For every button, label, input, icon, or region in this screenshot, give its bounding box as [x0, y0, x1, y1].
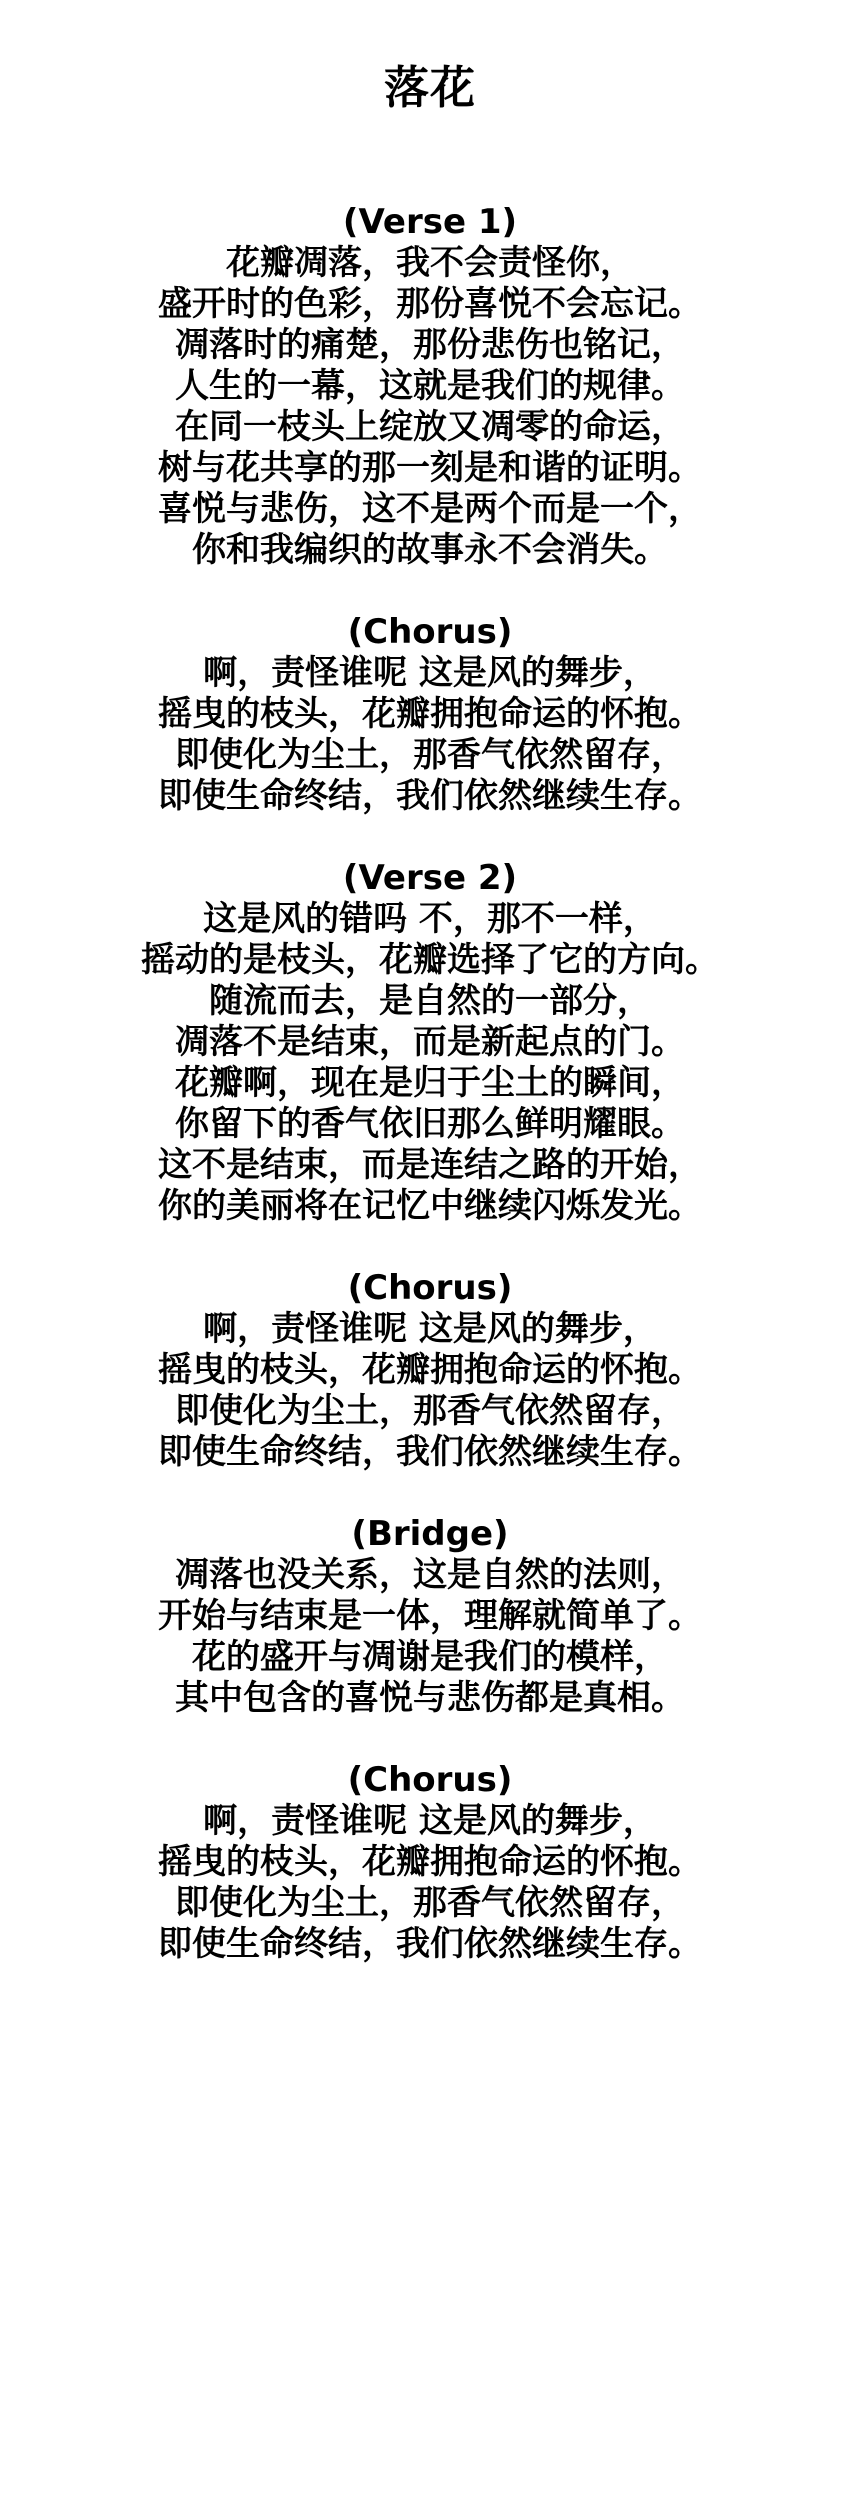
lyrics-section: [0, 1514, 860, 1719]
lyrics-section: [0, 1268, 860, 1473]
lyric-line: 树与花共享的那一刻是和谐的证明。: [158, 448, 702, 488]
section-label: (Bridge): [351, 1514, 509, 1554]
lyric-line: 啊，责怪谁呢 这是风的舞步，: [203, 653, 657, 693]
lyric-line: 摇曳的枝头，花瓣拥抱命运的怀抱。: [158, 1350, 702, 1390]
section-label: (Verse 1): [342, 202, 518, 242]
lyric-line: 即使生命终结，我们依然继续生存。: [158, 1924, 702, 1964]
lyrics-section: [0, 612, 860, 817]
lyric-line: 你的美丽将在记忆中继续闪烁发光。: [158, 1186, 702, 1226]
lyric-line: 这是风的错吗 不，那不一样，: [203, 899, 657, 939]
lyric-line: 盛开时的色彩，那份喜悦不会忘记。: [158, 284, 702, 324]
section-label: (Verse 2): [342, 858, 518, 898]
lyric-line: 即使生命终结，我们依然继续生存。: [158, 1432, 702, 1472]
lyric-line: 花瓣凋落，我不会责怪你，: [226, 243, 634, 283]
section-label: (Chorus): [347, 1760, 513, 1800]
lyric-line: 凋落时的痛楚，那份悲伤也铭记，: [175, 325, 685, 365]
lyrics-body: [0, 202, 860, 1965]
lyric-line: 这不是结束，而是连结之路的开始，: [158, 1145, 702, 1185]
song-title: 落花: [383, 61, 476, 114]
lyrics-section: [0, 858, 860, 1227]
lyric-line: 即使化为尘土，那香气依然留存，: [175, 1391, 685, 1431]
lyric-line: 摇曳的枝头，花瓣拥抱命运的怀抱。: [158, 1842, 702, 1882]
lyric-line: 即使化为尘土，那香气依然留存，: [175, 735, 685, 775]
lyrics-section: [0, 1760, 860, 1965]
section-label: (Chorus): [347, 612, 513, 652]
lyric-line: 在同一枝头上绽放又凋零的命运，: [175, 407, 685, 447]
lyrics-section: [0, 202, 860, 571]
lyric-line: 即使化为尘土，那香气依然留存，: [175, 1883, 685, 1923]
lyric-line: 啊，责怪谁呢 这是风的舞步，: [203, 1309, 657, 1349]
lyric-line: 喜悦与悲伤，这不是两个而是一个，: [158, 489, 702, 529]
lyric-line: 人生的一幕，这就是我们的规律。: [175, 366, 685, 406]
lyric-line: 凋落也没关系，这是自然的法则，: [175, 1555, 685, 1595]
lyric-line: 你留下的香气依旧那么鲜明耀眼。: [175, 1104, 685, 1144]
lyric-line: 开始与结束是一体，理解就简单了。: [158, 1596, 702, 1636]
lyric-line: 花瓣啊，现在是归于尘土的瞬间，: [175, 1063, 685, 1103]
section-label: (Chorus): [347, 1268, 513, 1308]
lyric-line: 凋落不是结束，而是新起点的门。: [175, 1022, 685, 1062]
lyric-line: 摇动的是枝头，花瓣选择了它的方向。: [141, 940, 719, 980]
lyric-line: 其中包含的喜悦与悲伤都是真相。: [175, 1678, 685, 1718]
lyric-line: 摇曳的枝头，花瓣拥抱命运的怀抱。: [158, 694, 702, 734]
lyric-line: 啊，责怪谁呢 这是风的舞步，: [203, 1801, 657, 1841]
lyric-line: 花的盛开与凋谢是我们的模样，: [192, 1637, 668, 1677]
lyric-line: 随流而去，是自然的一部分，: [209, 981, 651, 1021]
lyric-line: 即使生命终结，我们依然继续生存。: [158, 776, 702, 816]
lyric-line: 你和我编织的故事永不会消失。: [192, 530, 668, 570]
